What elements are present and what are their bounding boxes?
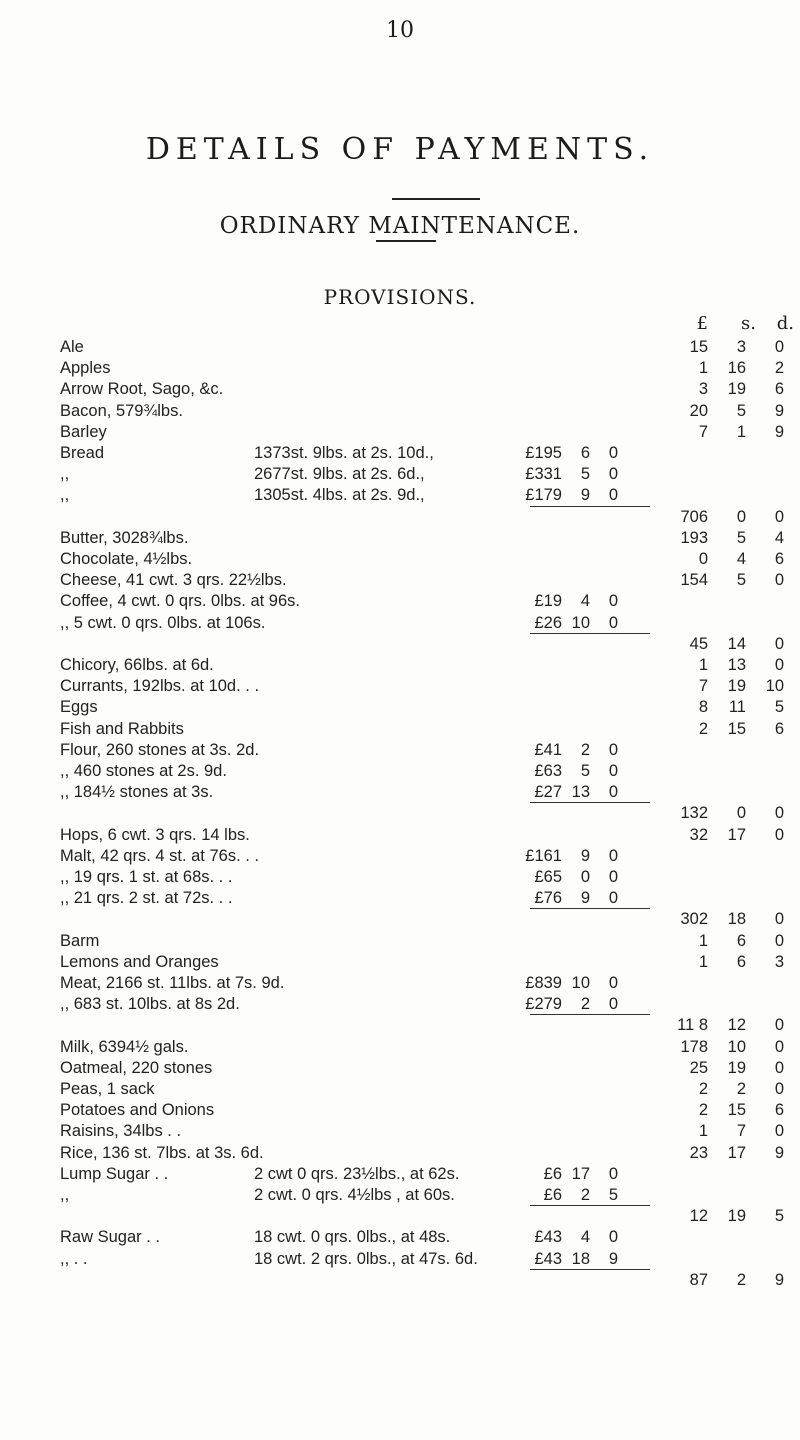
ledger-row: [0, 867, 800, 888]
total-pounds: 45: [689, 634, 708, 653]
total-shillings: 16: [727, 359, 746, 378]
total-pounds: 7: [698, 677, 708, 696]
total-pence: 4: [774, 528, 784, 547]
total-shillings: 17: [727, 1143, 746, 1162]
total-shillings: 5: [736, 401, 746, 420]
ledger-row: [0, 1185, 800, 1206]
subtotal-shillings: 18: [571, 1249, 590, 1268]
total-pounds: 706: [680, 507, 708, 526]
ledger-row: [0, 931, 800, 952]
subtotal-pounds: £279: [525, 995, 562, 1014]
item-label: Barley: [60, 422, 107, 441]
item-detail: 1305st. 4lbs. at 2s. 9d.,: [254, 486, 425, 505]
ledger-row: [0, 422, 800, 443]
ledger-row: [0, 1143, 800, 1164]
subtotal-pounds: £76: [534, 889, 562, 908]
subtotal-pounds: £6: [543, 1164, 562, 1183]
subtotal-pounds: £331: [525, 465, 562, 484]
total-pounds: 2: [698, 719, 708, 738]
ledger-row: [0, 570, 800, 591]
decorative-rule: [376, 240, 436, 242]
subtotal-pounds: £63: [534, 762, 562, 780]
total-pence: 0: [774, 1080, 784, 1098]
total-pounds: 1: [698, 359, 708, 378]
subtotal-shillings: 4: [580, 1228, 590, 1247]
total-pence: 6: [774, 550, 784, 568]
total-shillings: 13: [727, 656, 746, 674]
subtotal-pounds: £27: [534, 783, 562, 802]
ledger-row: [0, 1227, 800, 1248]
ledger-row: [0, 994, 800, 1015]
total-shillings: 0: [736, 804, 746, 823]
item-detail: 2 cwt 0 qrs. 23½lbs., at 62s.: [254, 1164, 460, 1183]
ledger-row: [0, 1206, 800, 1227]
total-pence: 0: [774, 656, 784, 674]
total-shillings: 19: [727, 1207, 746, 1226]
total-pence: 6: [774, 380, 784, 399]
subtotal-pounds: £65: [534, 868, 562, 886]
item-label: Ale: [60, 338, 84, 356]
item-label: Bread: [60, 444, 105, 462]
total-pounds: 1: [698, 656, 708, 674]
total-shillings: 1: [736, 422, 746, 441]
item-label: Oatmeal, 220 stones: [60, 1058, 213, 1077]
total-pounds: 178: [680, 1037, 708, 1056]
ledger-row: [0, 443, 800, 464]
total-pence: 6: [774, 719, 784, 738]
total-pence: 10: [765, 677, 784, 696]
subtotal-shillings: 4: [580, 592, 590, 611]
total-pence: 5: [774, 1207, 784, 1226]
item-label: ,, 5 cwt. 0 qrs. 0lbs. at 106s.: [60, 613, 266, 632]
item-label: Lump Sugar . .: [60, 1164, 169, 1183]
total-pence: 0: [774, 507, 784, 526]
total-pence: 0: [774, 825, 784, 844]
total-shillings: 5: [736, 571, 746, 590]
subtotal-shillings: 10: [571, 613, 590, 632]
subtotal-pounds: £179: [525, 486, 562, 505]
item-label: Chicory, 66lbs. at 6d.: [60, 656, 214, 674]
ledger-row: [0, 1100, 800, 1121]
item-label: Peas, 1 sack: [60, 1080, 155, 1098]
ledger-row: [0, 591, 800, 612]
ledger-row: [0, 782, 800, 803]
total-pounds: 1: [698, 1122, 708, 1141]
item-label: Lemons and Oranges: [60, 952, 219, 971]
total-pence: 5: [774, 698, 784, 717]
total-shillings: 18: [727, 910, 746, 929]
subtotal-shillings: 2: [580, 995, 590, 1014]
subtotal-pounds: £19: [534, 592, 562, 611]
item-label: Rice, 136 st. 7lbs. at 3s. 6d.: [60, 1143, 264, 1162]
total-shillings: 19: [727, 677, 746, 696]
subtotal-pounds: £43: [534, 1228, 562, 1247]
ledger-row: [0, 1015, 800, 1036]
section-title: ORDINARY MAINTENANCE.: [219, 213, 581, 239]
total-pence: 0: [774, 804, 784, 823]
total-pounds: 11 8: [677, 1016, 708, 1035]
ledger-row: [0, 337, 800, 358]
total-pounds: 15: [689, 338, 708, 356]
total-pence: 9: [774, 1270, 784, 1289]
subtotal-shillings: 9: [580, 486, 590, 505]
total-shillings: 3: [736, 338, 746, 356]
total-pounds: 12: [689, 1207, 708, 1226]
subtotal-pence: 0: [608, 974, 618, 992]
item-label: Cheese, 41 cwt. 3 qrs. 22½lbs.: [60, 571, 287, 590]
ledger-row: [0, 952, 800, 973]
subtotal-pounds: £43: [534, 1249, 562, 1268]
ledger-row: [0, 1270, 800, 1291]
total-pence: 6: [774, 1101, 784, 1120]
total-pounds: 8: [698, 698, 708, 717]
ledger-row: [0, 401, 800, 422]
total-pounds: 1: [698, 952, 708, 971]
subtotal-shillings: 5: [580, 762, 590, 780]
subsection-title: PROVISIONS.: [323, 285, 477, 309]
total-pounds: 7: [698, 422, 708, 441]
item-label: ,, 21 qrs. 2 st. at 72s. . .: [60, 889, 233, 908]
subtotal-shillings: 5: [580, 465, 590, 484]
item-label: Fish and Rabbits: [60, 719, 184, 738]
item-label: Meat, 2166 st. 11lbs. at 7s. 9d.: [60, 974, 285, 992]
subtotal-shillings: 17: [571, 1164, 590, 1183]
subtotal-pence: 0: [608, 740, 618, 759]
total-pounds: 23: [689, 1143, 708, 1162]
item-label: Currants, 192lbs. at 10d. . .: [60, 677, 260, 696]
item-label: Flour, 260 stones at 3s. 2d.: [60, 740, 260, 759]
total-shillings: 5: [736, 528, 746, 547]
subtotal-pence: 0: [608, 465, 618, 484]
ledger-row: [0, 464, 800, 485]
subtotal-pounds: £195: [525, 444, 562, 462]
item-detail: 2 cwt. 0 qrs. 4½lbs , at 60s.: [254, 1186, 455, 1204]
ledger-row: [0, 825, 800, 846]
item-label: Bacon, 579¾lbs.: [60, 401, 183, 420]
item-label: ,, . .: [60, 1249, 88, 1268]
ledger-row: [0, 909, 800, 930]
item-label: ,, 184½ stones at 3s.: [60, 783, 214, 802]
total-shillings: 11: [728, 698, 746, 717]
subtotal-pounds: £26: [534, 613, 562, 632]
item-label: Milk, 6394½ gals.: [60, 1037, 189, 1056]
subtotal-shillings: 2: [580, 740, 590, 759]
total-pounds: 87: [689, 1270, 708, 1289]
ledger-row: [0, 1121, 800, 1142]
subtotal-pence: 9: [608, 1249, 618, 1268]
total-pounds: 2: [698, 1101, 708, 1120]
subtotal-shillings: 9: [580, 889, 590, 908]
item-label: Chocolate, 4½lbs.: [60, 550, 193, 568]
total-shillings: 19: [727, 380, 746, 399]
ledger-row: [0, 740, 800, 761]
ledger-row: [0, 761, 800, 782]
total-shillings: 2: [736, 1080, 746, 1098]
item-detail: 1373st. 9lbs. at 2s. 10d.,: [254, 444, 434, 462]
ledger-row: [0, 1058, 800, 1079]
ledger-row: [0, 973, 800, 994]
subtotal-pence: 0: [608, 1164, 618, 1183]
total-shillings: 6: [736, 952, 746, 971]
total-pence: 0: [774, 931, 784, 950]
ledger-row: [0, 1079, 800, 1100]
ledger-row: [0, 528, 800, 549]
page-number: 10: [386, 18, 414, 43]
total-pence: 9: [774, 1143, 784, 1162]
ledger-row: [0, 634, 800, 655]
item-detail: 2677st. 9lbs. at 2s. 6d.,: [254, 465, 425, 484]
subtotal-pence: 0: [608, 762, 618, 780]
total-pounds: 1: [698, 931, 708, 950]
subtotal-shillings: 0: [580, 868, 590, 886]
item-label: ,,: [60, 486, 70, 505]
total-pence: 0: [774, 1016, 784, 1035]
item-label: Potatoes and Onions: [60, 1101, 215, 1120]
total-pence: 0: [774, 1037, 784, 1056]
ledger-row: [0, 888, 800, 909]
subtotal-pence: 5: [608, 1186, 618, 1204]
subtotal-shillings: 9: [580, 846, 590, 865]
total-shillings: 14: [727, 634, 746, 653]
subtotal-pence: 0: [608, 783, 618, 802]
ledger-row: [0, 697, 800, 718]
total-pence: 0: [774, 571, 784, 590]
ledger-row: [0, 803, 800, 824]
total-shillings: 17: [727, 825, 746, 844]
ledger-row: [0, 379, 800, 400]
subtotal-pence: 0: [608, 444, 618, 462]
pence-header: d.: [776, 313, 794, 334]
total-pence: 9: [774, 422, 784, 441]
total-pounds: 25: [689, 1058, 708, 1077]
item-label: Malt, 42 qrs. 4 st. at 76s. . .: [60, 846, 259, 865]
total-pounds: 32: [689, 825, 708, 844]
total-pounds: 2: [698, 1080, 708, 1098]
ledger-row: [0, 655, 800, 676]
subtotal-pence: 0: [608, 868, 618, 886]
item-label: ,,: [60, 465, 70, 484]
subtotal-pounds: £161: [525, 846, 562, 865]
item-label: Apples: [60, 359, 111, 378]
pounds-header: £: [696, 313, 708, 334]
total-pounds: 193: [680, 528, 708, 547]
item-label: Butter, 3028¾lbs.: [60, 528, 189, 547]
total-pence: 0: [774, 634, 784, 653]
subtotal-pence: 0: [608, 1228, 618, 1247]
ledger-row: [0, 846, 800, 867]
item-label: Barm: [60, 931, 100, 950]
total-pounds: 20: [689, 401, 708, 420]
total-pence: 0: [774, 1058, 784, 1077]
ledger-row: [0, 1249, 800, 1270]
item-label: ,, 683 st. 10lbs. at 8s 2d.: [60, 995, 240, 1014]
subtotal-pounds: £6: [543, 1186, 562, 1204]
item-label: ,,: [60, 1186, 70, 1204]
item-label: Eggs: [60, 698, 98, 717]
subtotal-shillings: 2: [580, 1186, 590, 1204]
ledger-row: [0, 1037, 800, 1058]
item-label: Hops, 6 cwt. 3 qrs. 14 lbs.: [60, 825, 250, 844]
subtotal-pence: 0: [608, 995, 618, 1014]
total-shillings: 15: [727, 719, 746, 738]
total-shillings: 10: [727, 1037, 746, 1056]
total-shillings: 12: [727, 1016, 746, 1035]
total-pence: 0: [774, 338, 784, 356]
total-shillings: 6: [736, 931, 746, 950]
subtotal-shillings: 10: [571, 974, 590, 992]
total-pounds: 154: [680, 571, 708, 590]
ledger-row: [0, 719, 800, 740]
total-pounds: 302: [680, 910, 708, 929]
decorative-rule: [392, 198, 480, 200]
subtotal-shillings: 6: [580, 444, 590, 462]
subtotal-pence: 0: [608, 592, 618, 611]
total-pounds: 132: [680, 804, 708, 823]
total-shillings: 19: [727, 1058, 746, 1077]
item-label: ,, 19 qrs. 1 st. at 68s. . .: [60, 868, 233, 886]
ledger-row: [0, 676, 800, 697]
item-label: Arrow Root, Sago, &c.: [60, 380, 224, 399]
subtotal-pounds: £839: [525, 974, 562, 992]
item-label: Coffee, 4 cwt. 0 qrs. 0lbs. at 96s.: [60, 592, 300, 611]
ledger-row: [0, 549, 800, 570]
total-pounds: 3: [698, 380, 708, 399]
item-detail: 18 cwt. 0 qrs. 0lbs., at 48s.: [254, 1228, 451, 1247]
ledger-row: [0, 613, 800, 634]
total-shillings: 0: [736, 507, 746, 526]
ledger-row: [0, 358, 800, 379]
subtotal-shillings: 13: [571, 783, 590, 802]
ledger-row: [0, 1164, 800, 1185]
total-pounds: 0: [698, 550, 708, 568]
subtotal-pence: 0: [608, 889, 618, 908]
subtotal-pounds: £41: [534, 740, 562, 759]
item-detail: 18 cwt. 2 qrs. 0lbs., at 47s. 6d.: [254, 1249, 478, 1268]
subtotal-pence: 0: [608, 486, 618, 505]
subtotal-pence: 0: [608, 846, 618, 865]
ledger-row: [0, 507, 800, 528]
total-pence: 0: [774, 1122, 784, 1141]
total-pence: 0: [774, 910, 784, 929]
ledger-row: [0, 485, 800, 506]
total-shillings: 15: [727, 1101, 746, 1120]
total-shillings: 2: [736, 1270, 746, 1289]
total-pence: 2: [774, 359, 784, 378]
total-pence: 3: [774, 952, 784, 971]
total-pence: 9: [774, 401, 784, 420]
item-label: Raw Sugar . .: [60, 1228, 160, 1247]
total-shillings: 7: [736, 1122, 746, 1141]
shillings-header: s.: [741, 313, 756, 334]
total-shillings: 4: [736, 550, 746, 568]
page-title: DETAILS OF PAYMENTS.: [145, 132, 655, 167]
item-label: ,, 460 stones at 2s. 9d.: [60, 762, 227, 780]
subtotal-pence: 0: [608, 613, 618, 632]
item-label: Raisins, 34lbs . .: [60, 1122, 182, 1141]
